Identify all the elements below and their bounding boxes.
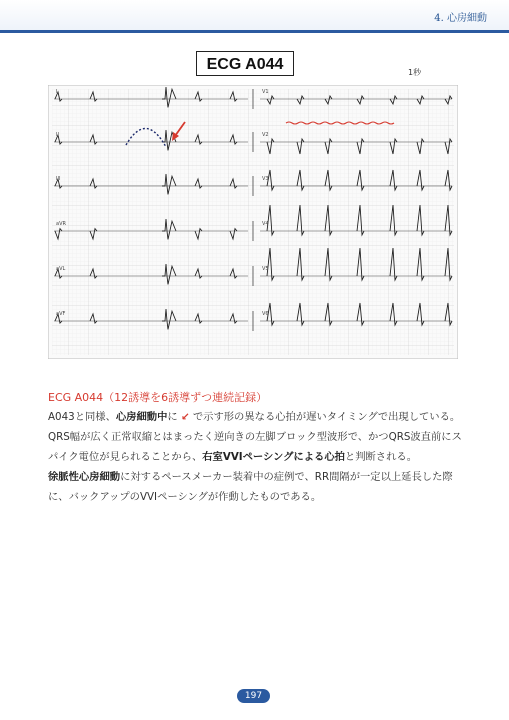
red-arrow-icon: ↙	[180, 411, 190, 423]
lead-label: V4	[262, 221, 269, 227]
lead-label: II	[56, 132, 59, 138]
lead-label: I	[56, 89, 58, 95]
lead-label: III	[56, 176, 61, 182]
lead-label: V2	[262, 132, 269, 138]
lead-label: V1	[262, 89, 269, 95]
page-number: 197	[237, 689, 270, 703]
paragraph-1: A043と同様、心房細動中に ↙ で示す形の異なる心拍が遅いタイミングで出現している。	[48, 411, 461, 423]
lead-label: V6	[262, 311, 269, 317]
ecg-figure	[48, 68, 458, 359]
body-text	[48, 407, 466, 507]
section-label: 4. 心房細動	[434, 13, 487, 24]
lead-label: aVR	[56, 221, 66, 227]
lead-label: V3	[262, 176, 269, 182]
ecg-strip	[48, 85, 458, 359]
figure-caption: ECG A044（12誘導を6誘導ずつ連続記録）	[48, 391, 268, 404]
figure-title: ECG A044	[196, 51, 294, 76]
header-band	[0, 0, 509, 30]
lead-label: aVL	[56, 266, 66, 272]
lead-label: aVF	[56, 311, 66, 317]
paragraph-2: QRS幅が広く正常収縮とはまったく逆向きの左脚ブロック型波形で、かつQRS波直前にスパイク電位が見られることから、右室VVIペーシングによる心拍と判断される。	[48, 431, 462, 463]
header-rule	[0, 30, 509, 33]
paragraph-3: 徐脈性心房細動に対するペースメーカー装着中の症例で、RR間隔が一定以上延長した際に、バックアップのVVIペーシングが作動したものである。	[48, 471, 453, 503]
scale-label: 1秒	[408, 68, 422, 77]
lead-label: V5	[262, 266, 269, 272]
